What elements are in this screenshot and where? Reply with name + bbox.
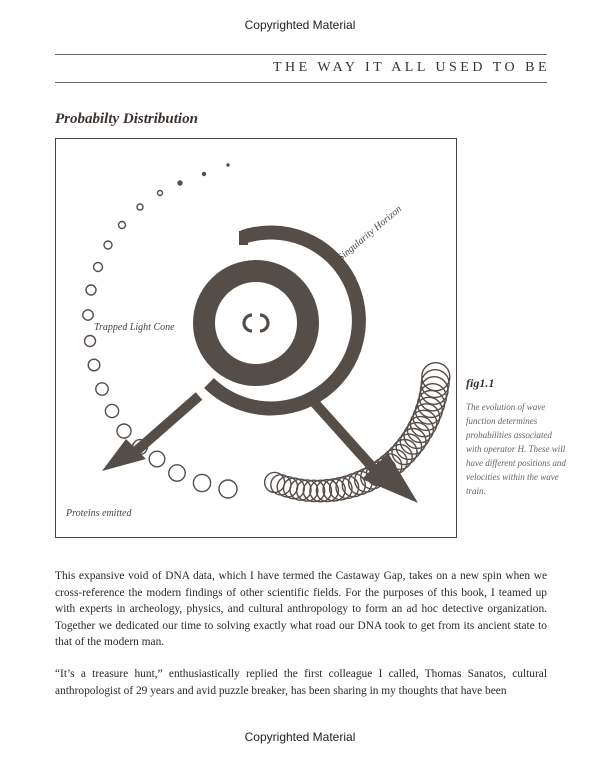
singularity-horizon-label: Singularity Horizon bbox=[335, 203, 405, 264]
header-rule-bottom bbox=[55, 82, 547, 83]
running-head: THE WAY IT ALL USED TO BE bbox=[272, 60, 550, 75]
wave-ring bbox=[271, 475, 291, 495]
trail-dot bbox=[219, 480, 237, 498]
trail-dot bbox=[83, 310, 93, 320]
section-heading: Probabilty Distribution bbox=[55, 111, 198, 127]
right-arrow-shaft bbox=[313, 401, 374, 469]
trail-dot bbox=[85, 336, 96, 347]
outer-arc-tab bbox=[239, 231, 248, 245]
trail-dot bbox=[137, 204, 143, 210]
trail-dot bbox=[105, 404, 118, 417]
copyright-watermark-top: Copyrighted Material bbox=[244, 18, 356, 32]
trail-dot bbox=[117, 424, 131, 438]
trail-dot bbox=[104, 241, 112, 249]
trail-dot bbox=[203, 173, 206, 176]
figure-caption-title: fig1.1 bbox=[466, 376, 495, 390]
core-left-arc bbox=[244, 315, 252, 331]
core-right-arc bbox=[260, 315, 268, 331]
central-ring bbox=[204, 271, 308, 375]
trail-dot bbox=[88, 359, 100, 371]
trail-dot bbox=[193, 474, 210, 491]
figure-caption-body: The evolution of wave function determines probabilities associated with operator H. These will have different positions and velocities within the wave train. bbox=[466, 402, 566, 496]
trail-dot bbox=[149, 451, 165, 467]
trail-dot bbox=[86, 285, 96, 295]
copyright-watermark-bottom: Copyrighted Material bbox=[244, 730, 356, 744]
trail-dot bbox=[96, 383, 108, 395]
trail-dot bbox=[94, 263, 103, 272]
wave-ring bbox=[396, 434, 421, 459]
trail-dot bbox=[119, 222, 126, 229]
figure-frame bbox=[55, 138, 457, 538]
trapped-light-cone-label: Trapped Light Cone bbox=[94, 322, 175, 333]
probability-diagram bbox=[56, 139, 457, 538]
outer-arc bbox=[209, 232, 359, 408]
trail-dot bbox=[178, 181, 182, 185]
trail-dot bbox=[169, 465, 185, 481]
proteins-emitted-label: Proteins emitted bbox=[66, 508, 132, 519]
body-paragraph-2: “It’s a treasure hunt,” enthusiastically replied the first colleague I called, Thomas Sanatos, cultural anthropologist of 29 years and avid puzzle breaker, has been sharing in my thoughts that have been bbox=[55, 668, 547, 697]
body-paragraph-1: This expansive void of DNA data, which I have termed the Castaway Gap, takes on a new spin when we cross-reference the modern findings of other scientific fields. For the purposes of this book, I teamed up with experts in archeology, physics, and cultural anthropology to form an ad hoc detective organization. Together we dedicated our time to solving exactly what road our DNA took to get from its ancient state to that of the modern man. bbox=[55, 570, 547, 649]
left-arrow-shaft bbox=[134, 396, 199, 453]
trail-dot bbox=[227, 164, 229, 166]
wave-ring bbox=[392, 440, 417, 465]
wave-train-rings bbox=[265, 363, 450, 502]
header-rule-top bbox=[55, 54, 547, 55]
trail-dot bbox=[158, 191, 163, 196]
